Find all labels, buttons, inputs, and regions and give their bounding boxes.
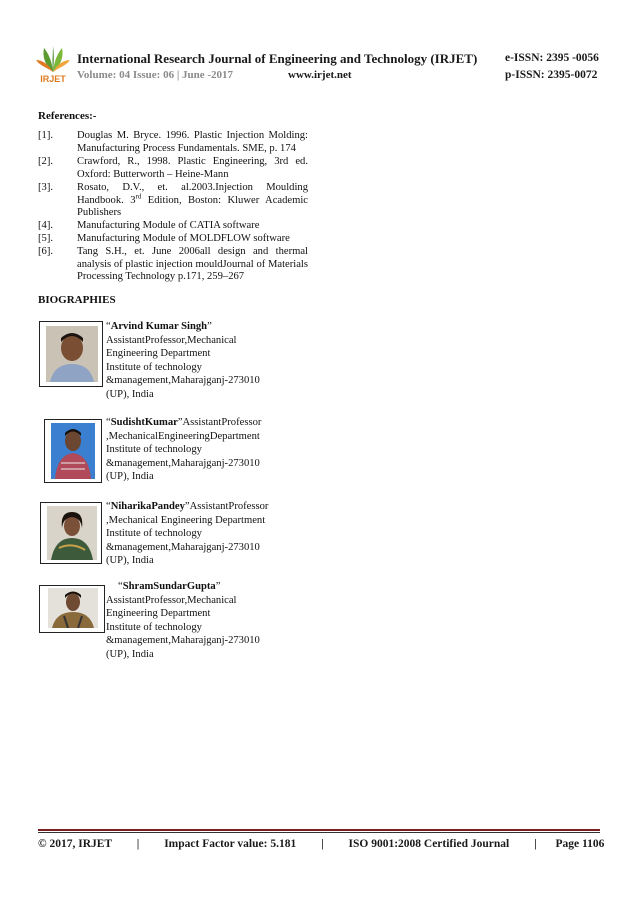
reference-number: [3]. xyxy=(38,182,54,193)
eissn: e-ISSN: 2395 -0056 xyxy=(505,52,599,64)
author-photo xyxy=(48,588,98,628)
logo-leaves-icon xyxy=(36,46,70,72)
reference-item xyxy=(38,130,308,155)
reference-item xyxy=(38,246,308,284)
footer-rule-thin xyxy=(38,832,600,833)
reference-item xyxy=(38,233,308,246)
footer-separator: | xyxy=(136,838,140,850)
logo-text: IRJET xyxy=(40,74,66,84)
reference-number: [4]. xyxy=(38,220,54,231)
biographies-heading: BIOGRAPHIES xyxy=(38,294,116,306)
references-heading: References:- xyxy=(38,110,97,122)
footer-separator: | xyxy=(321,838,324,850)
volume-issue: Volume: 04 Issue: 06 | June -2017 xyxy=(77,69,234,81)
author-name: ShramSundarGupta xyxy=(122,581,216,592)
reference-number: [2]. xyxy=(38,156,54,167)
reference-item xyxy=(38,220,308,233)
footer-iso: ISO 9001:2008 Certified Journal xyxy=(348,838,510,850)
footer-rule xyxy=(38,829,600,831)
pissn: p-ISSN: 2395-0072 xyxy=(505,69,598,81)
footer-copyright: © 2017, IRJET xyxy=(38,838,112,850)
author-photo-frame xyxy=(40,502,102,564)
author-photo-frame xyxy=(39,585,105,633)
reference-text: Crawford, R., 1998. Plastic Engineering, 3rd ed. Oxford: Butterworth – Heine-Mann xyxy=(77,156,308,180)
reference-text: Rosato, D.V., et. al.2003.Injection Moulding Handbook. 3rd Edition, Boston: Kluwer Academic Publishers xyxy=(77,182,308,219)
author-name: Arvind Kumar Singh xyxy=(110,321,208,332)
reference-item xyxy=(38,182,308,220)
footer-page-number: Page 1106 xyxy=(555,838,605,850)
author-bio: “ShramSundarGupta” AssistantProfessor,Mechanical Engineering Department Institute of technology &management,Maharajganj-273010 (UP), India xyxy=(106,581,260,660)
author-photo xyxy=(51,423,95,479)
reference-number: [1]. xyxy=(38,130,54,141)
footer-separator: | xyxy=(534,838,537,850)
reference-text: Douglas M. Bryce. 1996. Plastic Injection Molding: Manufacturing Process Fundamentals. SME, p. 174 xyxy=(77,130,308,154)
author-name: NiharikaPandey xyxy=(110,501,185,512)
author-photo-frame xyxy=(44,419,102,483)
reference-text: Manufacturing Module of MOLDFLOW software xyxy=(77,233,290,244)
reference-item xyxy=(38,156,308,181)
author-bio: “Arvind Kumar Singh” AssistantProfessor,Mechanical Engineering Department Institute of technology &management,Maharajganj-273010 (UP), India xyxy=(106,321,260,400)
author-photo-frame xyxy=(39,321,103,387)
footer-impact-factor: Impact Factor value: 5.181 xyxy=(164,838,297,850)
journal-title: International Research Journal of Engineering and Technology (IRJET) xyxy=(77,51,478,66)
author-name: SudishtKumar xyxy=(110,417,178,428)
reference-number: [5]. xyxy=(38,233,54,244)
author-bio: “NiharikaPandey”AssistantProfessor ,Mechanical Engineering Department Institute of technology &management,Maharajganj-273010 (UP), India xyxy=(106,501,269,566)
reference-text: Tang S.H., et. June 2006all design and thermal analysis of plastic injection mouldJournal of Materials Processing Technology p.171, 259–267 xyxy=(77,246,308,283)
website-link[interactable]: www.irjet.net xyxy=(288,69,352,81)
reference-number: [6]. xyxy=(38,246,54,257)
reference-text: Manufacturing Module of CATIA software xyxy=(77,220,260,231)
author-bio: “SudishtKumar”AssistantProfessor ,MechanicalEngineeringDepartment Institute of technology &management,Maharajganj-273010 (UP), India xyxy=(106,417,262,482)
irjet-logo xyxy=(34,44,72,84)
author-photo xyxy=(47,506,97,560)
page-footer xyxy=(38,838,605,850)
author-photo xyxy=(46,326,98,382)
